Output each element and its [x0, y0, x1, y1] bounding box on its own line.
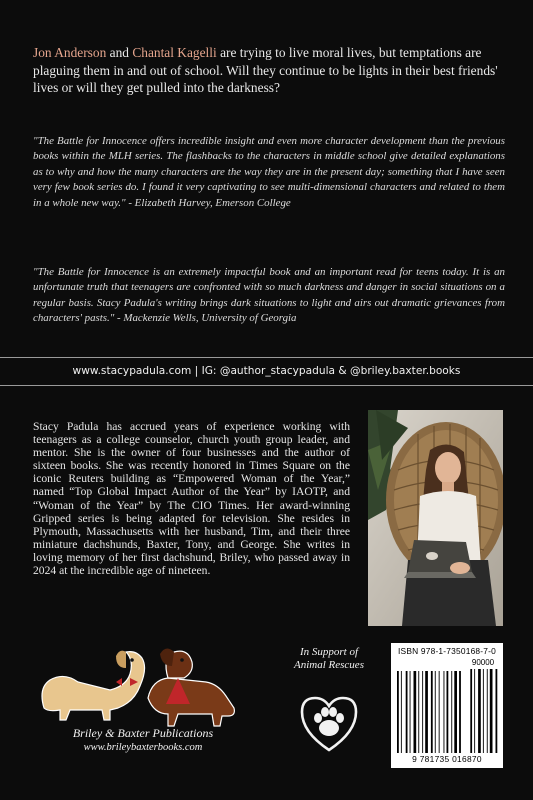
barcode-addon-number: 90000	[471, 658, 495, 667]
barcode-bars-icon	[395, 657, 499, 753]
divider-bottom	[0, 385, 533, 386]
review-quote-1: "The Battle for Innocence offers incredible insight and even more character development than the previous books within the MLH series. The flashbacks to the characters in middle school give detailed explanations as to why and how the many characters are the way they are in the present day; something that I have seen very few book series do. I found it very captivating to see multi-dimensional characters and related to them in a whole new way." - Elizabeth Harvey, Emerson College	[33, 135, 505, 209]
blurb-text: are trying to live moral lives, but temptations are plaguing them in and out of school. Will they continue to be lights in their best friends' lives or will they get pulled into the darkness?	[33, 45, 498, 95]
author-links: www.stacypadula.com | IG: @author_stacypadula & @briley.baxter.books	[72, 365, 461, 377]
character-name-jon: Jon Anderson	[33, 45, 107, 60]
paw-heart-icon	[296, 690, 362, 756]
character-name-chantal: Chantal Kagelli	[132, 45, 217, 60]
publisher-url: www.brileybaxterbooks.com	[83, 742, 203, 753]
isbn-text: ISBN 978-1-7350168-7-0	[398, 646, 496, 656]
divider-top	[0, 357, 533, 358]
publisher-name: Briley & Baxter Publications	[72, 726, 214, 740]
author-bio: Stacy Padula has accrued years of experience working with teenagers as a college counselor, church youth group leader, and mentor. She is the owner of four businesses and the author of sixteen books. She was recently honored in Times Square on the iconic Reuters building as “Empowered Woman of the Year,” named “Top Global Impact Author of the Year” by IAOTP, and “Woman of the Year” by The CIO Times. Her award-winning Gripped series is being adapted for television. She resides in Plymouth, Massachusetts with her husband, Tim, and their three miniature dachshunds, Baxter, Tony, and George. She writes in loving memory of her first dachshund, Briley, who passed away in 2024 at the incredible age of nineteen.	[33, 420, 350, 578]
dachshund-logo-icon	[30, 638, 256, 728]
review-quote-2: "The Battle for Innocence is an extremely impactful book and an important read for teens today. It is an unfortunate truth that teenagers are confronted with so much darkness and danger in social situations on a regular basis. Stacy Padula's writing brings dark situations to light and airs out dramatic grievances from characters' pasts." - Mackenzie Wells, University of Georgia	[33, 266, 505, 325]
barcode-number: 9 781735 016870	[412, 754, 482, 764]
isbn-barcode	[391, 643, 503, 768]
blurb-and: and	[106, 45, 133, 60]
blurb-paragraph	[33, 44, 503, 97]
publisher-logo	[30, 638, 256, 768]
animal-rescue-support-text: In Support of Animal Rescues	[294, 646, 364, 671]
author-photo	[368, 410, 503, 626]
